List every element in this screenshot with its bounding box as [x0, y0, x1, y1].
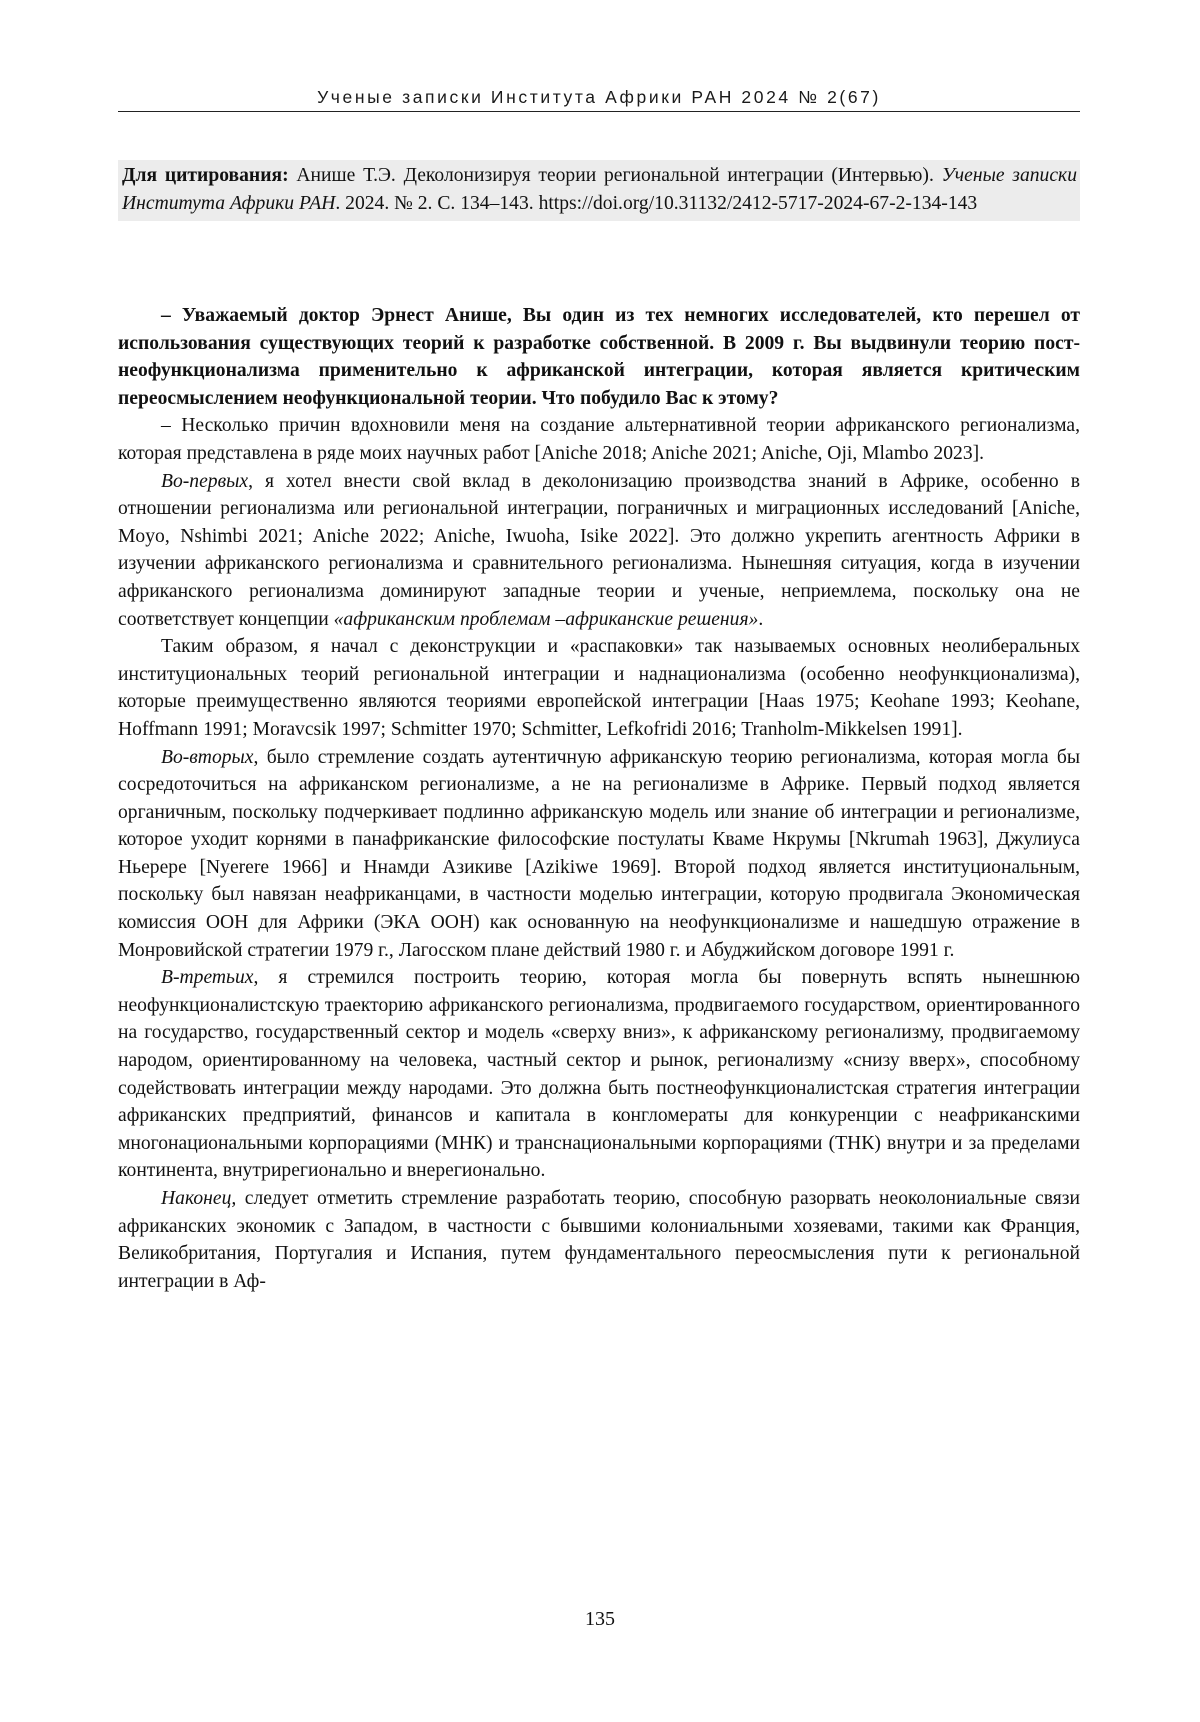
paragraph-text: , я стремился построить теорию, которая могла бы повернуть вспять нынешнюю неофункционалистскую траекторию африканского регионализма, продвигаемого государством, ориентированного на государство, государственный сектор и модель «сверху вниз», к африканскому регионализму, продвигаемому народом, ориентированному на человека, частный сектор и рынок, регионализму «снизу вверх», способному содействовать интеграции между народами. Это должна быть постнеофункционалистская стратегия интеграции африканских предприятий, финансов и капитала в конгломераты для конкуренции с неафриканскими многонациональными корпорациями (МНК) и транснациональными корпорациями (ТНК) внутри и за пределами континента, внутрирегионально и внерегионально.: [118, 967, 1080, 1182]
answer-paragraph-6: [118, 1185, 1080, 1295]
answer-paragraph-2: [118, 468, 1080, 634]
paragraph-text: , я хотел внести свой вклад в деколонизацию производства знаний в Африке, особенно в отношении регионализма или региональной интеграции, пограничных и миграционных исследований [Aniche, Moyo, Nshimbi 2021; Aniche 2022; Aniche, Iwuoha, Isike 2022]. Это должно укрепить агентность Африки в изучении африканского регионализма и сравнительного регионализма. Нынешняя ситуация, когда в изучении африканского регионализма доминируют западные теории и ученые, неприемлема, поскольку она не соответствует концепции: [118, 470, 1080, 630]
paragraph-lead: Наконец,: [161, 1188, 237, 1209]
interview-question: – Уважаемый доктор Эрнест Анише, Вы один из тех немногих исследователей, кто перешел от использования существующих теорий к разработке собственной. В 2009 г. Вы выдвинули теорию пост-неофункционализма применительно к африканской интеграции, которая является критическим переосмыслением неофункциональной теории. Что побудило Вас к этому?: [118, 305, 1080, 409]
running-head: Ученые записки Института Африки РАН 2024 № 2(67): [317, 87, 881, 107]
paragraph-text: , было стремление создать аутентичную африканскую теорию регионализма, которая могла бы сосредоточиться на африканском регионализме, а не на регионализме в Африке. Первый подход является органичным, поскольку подчеркивает подлинно африканскую модель или знание об интеграции и регионализме, которое уходит корнями в панафриканские философские постулаты Кваме Нкрумы [Nkrumah 1963], Джулиуса Ньерере [Nyerere 1966] и Ннамди Азикиве [Azikiwe 1969]. Второй подход является институциональным, поскольку был навязан неафриканцами, в частности моделью интеграции, которую продвигала Экономическая комиссия ООН для Африки (ЭКА ООН) как основанную на неофункционализме и нашедшую отражение в Монровийской стратегии 1979 г., Лагосском плане действий 1980 г. и Абуджийском договоре 1991 г.: [118, 746, 1080, 961]
paragraph-lead: В-третьих: [161, 967, 254, 989]
paragraph-text: следует отметить стремление разработать теорию, способную разорвать неоколониальные связи африканских экономик с Западом, в частности с бывшими колониальными хозяевами, такими как Франция, Великобритания, Португалия и Испания, путем фундаментального переосмысления пути к региональной интеграции в Аф-: [118, 1188, 1080, 1292]
answer-paragraph-5: [118, 964, 1080, 1185]
paragraph-lead: Во-вторых: [161, 746, 254, 768]
citation-journal: Ученые записки Института Африки РАН: [122, 165, 1078, 214]
answer-paragraph-4: [118, 744, 1080, 965]
page-number: 135: [585, 1608, 615, 1630]
answer-paragraph-3: Таким образом, я начал с деконструкции и «распаковки» так называемых основных неолиберальных институциональных теорий региональной интеграции и наднационализма (особенно неофункционализма), которые преимущественно являются теориями европейской интеграции [Haas 1975; Keohane 1993; Keohane, Hoffmann 1991; Moravcsik 1997; Schmitter 1970; Schmitter, Lefkofridi 2016; Tranholm-Mikkelsen 1991].: [118, 636, 1080, 740]
header-rule: [118, 111, 1080, 112]
article-body: [118, 302, 1080, 1295]
citation-text-after: . 2024. № 2. С. 134–143. https://doi.org/10.31132/2412-5717-2024-67-2-134-143: [335, 192, 978, 214]
citation-text-before: Анише Т.Э. Деколонизируя теории региональной интеграции (Интервью).: [288, 165, 942, 186]
paragraph-lead: Во-первых: [161, 470, 249, 492]
citation-label: Для цитирования:: [122, 165, 289, 186]
paragraph-quote: «африканским проблемам –африканские решения»: [333, 608, 759, 630]
answer-paragraph-1: – Несколько причин вдохновили меня на создание альтернативной теории африканского регионализма, которая представлена в ряде моих научных работ [Aniche 2018; Aniche 2021; Aniche, Oji, Mlambo 2023].: [118, 415, 1080, 464]
paragraph-end: .: [758, 608, 764, 630]
citation-box: [118, 160, 1080, 221]
